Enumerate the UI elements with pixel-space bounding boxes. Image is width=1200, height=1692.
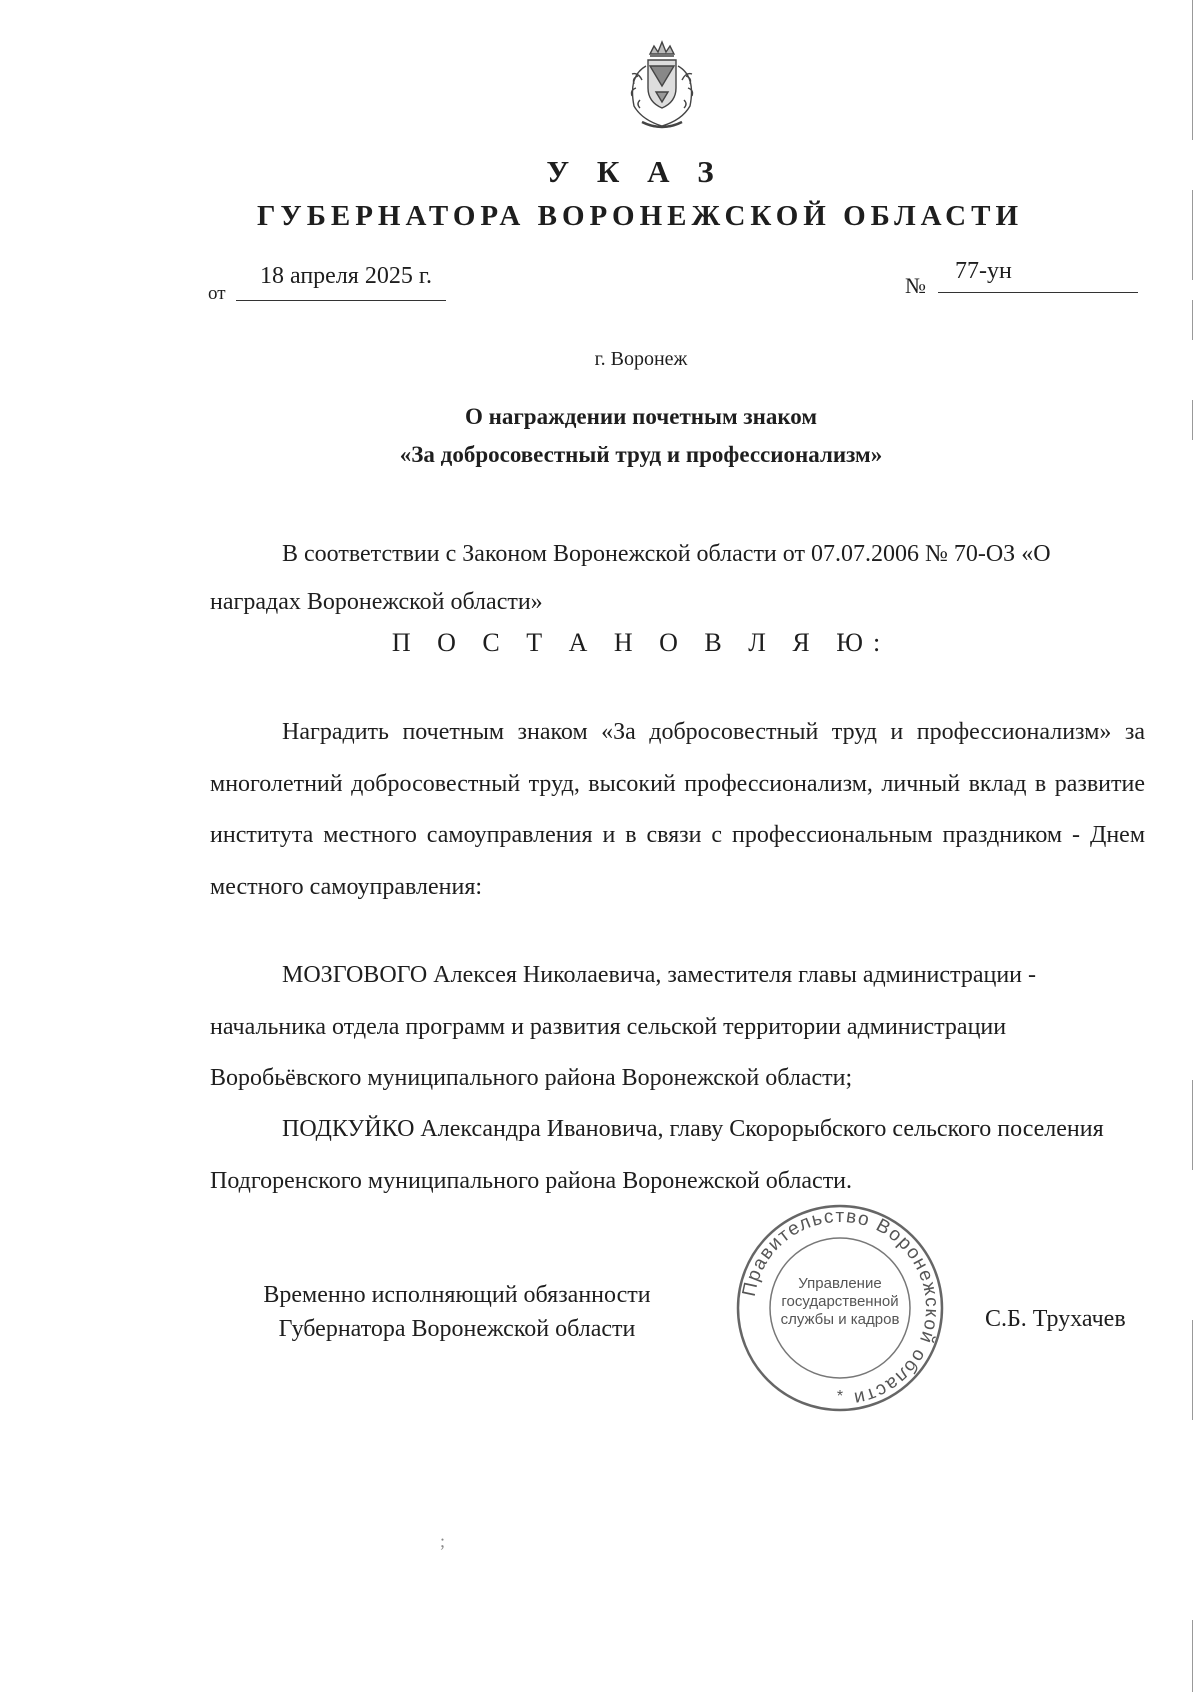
stamp-inner-line-2: государственной (781, 1293, 899, 1310)
number-prefix: № (905, 273, 926, 298)
stamp-outer-text: Правительство Воронежской области (738, 1205, 943, 1410)
document-type-title: У К А З (546, 154, 724, 189)
date-underline (236, 300, 446, 301)
issuer-title: ГУБЕРНАТОРА ВОРОНЕЖСКОЙ ОБЛАСТИ (256, 200, 1024, 232)
scan-edge-mark (1192, 1320, 1193, 1420)
stamp-inner-line-1: Управление (798, 1275, 882, 1292)
official-stamp (732, 1200, 948, 1416)
scan-edge-mark (1192, 1620, 1193, 1692)
document-city: г. Воронеж (594, 348, 688, 370)
stamp-inner-line-3: службы и кадров (780, 1311, 900, 1328)
number-underline (938, 292, 1138, 293)
signatory-title-line-1: Временно исполняющий обязанности (263, 1282, 651, 1308)
legal-basis-paragraph: В соответствии с Законом Воронежской области от 07.07.2006 № 70-ОЗ «О наградах Воронежской области» (210, 541, 1051, 615)
date-prefix: от (208, 283, 226, 304)
document-number: 77-ун (955, 258, 1012, 284)
stamp-star: * (836, 1388, 844, 1405)
coat-of-arms-icon (612, 36, 712, 136)
scan-edge-mark (1192, 0, 1193, 140)
scan-edge-mark (1192, 300, 1193, 340)
award-paragraph: Наградить почетным знаком «За добросовестный труд и профессионализм» за многолетний добросовестный труд, высокий профессионализм, личный вклад в развитие института местного самоуправления и в связи с профессиональным праздником - Днем местного самоуправления: (210, 719, 1145, 900)
heading-line-1: О награждении почетным знаком (464, 404, 818, 429)
document-heading (0, 398, 1200, 474)
awardee-1: МОЗГОВОГО Алексея Николаевича, заместителя главы администрации - начальника отдела программ и развития сельской территории администрации Воробьёвского муниципального района Воронежской области; (210, 962, 1037, 1091)
signatory-name: С.Б. Трухачев (985, 1306, 1126, 1332)
document-date: 18 апреля 2025 г. (260, 263, 432, 289)
awardee-2: ПОДКУЙКО Александра Ивановича, главу Скорорыбского сельского поселения Подгоренского муниципального района Воронежской области. (210, 1116, 1104, 1194)
decree-word: П О С Т А Н О В Л Я Ю: (391, 628, 891, 657)
signatory-title-line-2: Губернатора Воронежской области (278, 1316, 636, 1342)
scan-speck: ; (440, 1531, 446, 1551)
scan-edge-mark (1192, 1080, 1193, 1170)
heading-line-2: «За добросовестный труд и профессионализм» (399, 442, 883, 467)
signatory-title (222, 1278, 692, 1346)
